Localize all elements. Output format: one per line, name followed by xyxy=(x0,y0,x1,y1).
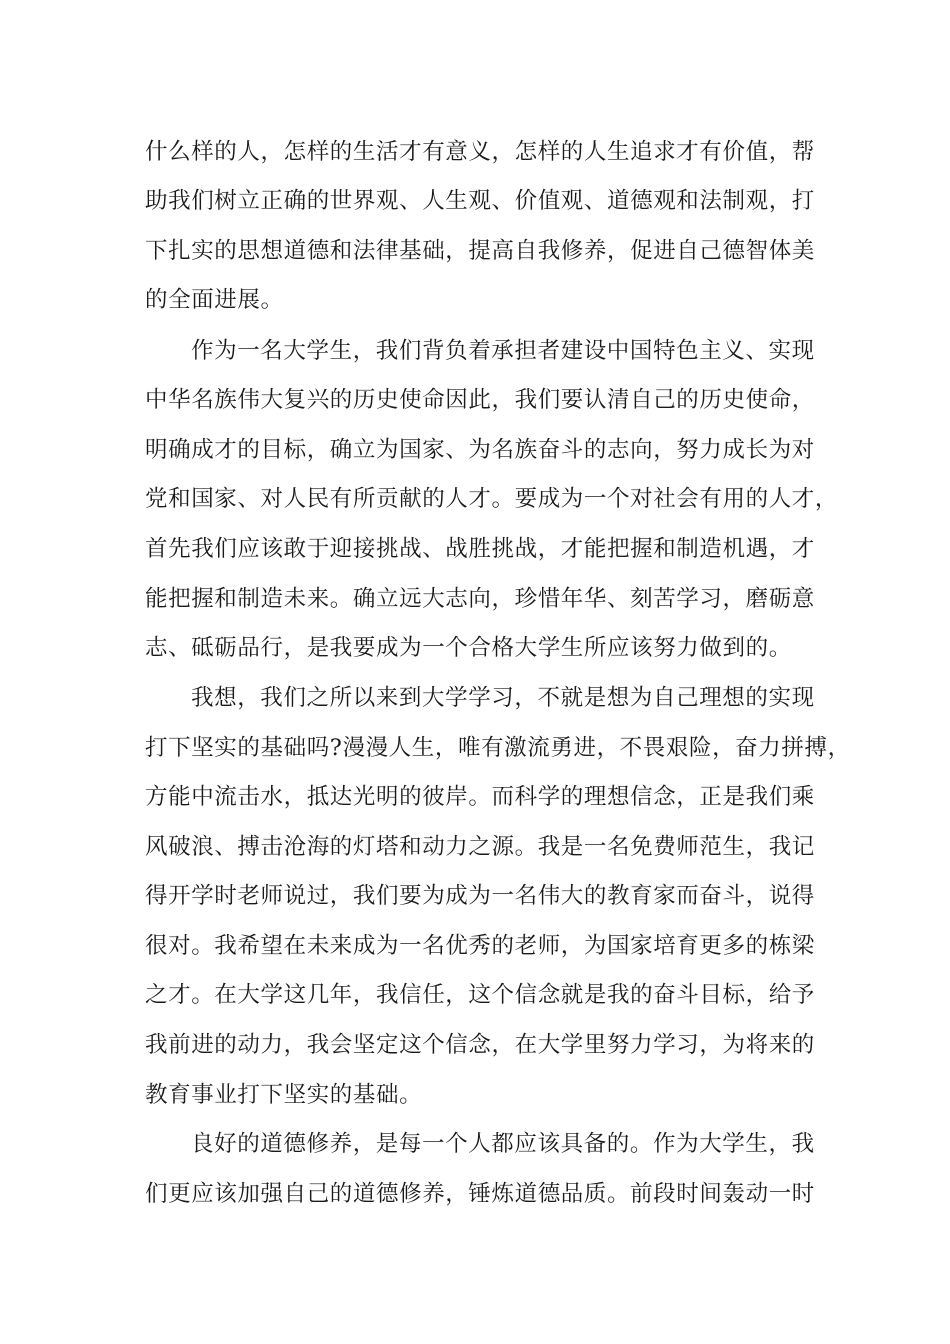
text-line: 作为一名大学生，我们背负着承担者建设中国特色主义、实现 xyxy=(191,338,815,364)
text-line: 志、砥砺品行，是我要成为一个合格大学生所应该努力做到的。 xyxy=(145,635,792,661)
text-line: 什么样的人，怎样的生活才有意义，怎样的人生追求才有价值，帮 xyxy=(145,139,815,165)
text-line: 们更应该加强自己的道德修养，锤炼道德品质。前段时间轰动一时 xyxy=(145,1181,815,1207)
text-line: 能把握和制造未来。确立远大志向，珍惜年华、刻苦学习，磨砺意 xyxy=(145,586,815,612)
text-line: 党和国家、对人民有所贡献的人才。要成为一个对社会有用的人才， xyxy=(145,486,839,512)
text-line: 风破浪、搏击沧海的灯塔和动力之源。我是一名免费师范生，我记 xyxy=(145,834,815,860)
text-line: 打下坚实的基础吗?漫漫人生，唯有激流勇进，不畏艰险，奋力拼搏， xyxy=(145,735,851,761)
text-line: 教育事业打下坚实的基础。 xyxy=(145,1082,423,1108)
text-line: 首先我们应该敢于迎接挑战、战胜挑战，才能把握和制造机遇，才 xyxy=(145,536,815,562)
text-line: 明确成才的目标，确立为国家、为名族奋斗的志向，努力成长为对 xyxy=(145,437,815,463)
text-line: 得开学时老师说过，我们要为成为一名伟大的教育家而奋斗，说得 xyxy=(145,883,815,909)
text-line: 我想，我们之所以来到大学学习，不就是想为自己理想的实现 xyxy=(191,685,815,711)
text-line: 我前进的动力，我会坚定这个信念，在大学里努力学习，为将来的 xyxy=(145,1032,815,1058)
text-line: 助我们树立正确的世界观、人生观、价值观、道德观和法制观，打 xyxy=(145,188,815,214)
text-line: 良好的道德修养，是每一个人都应该具备的。作为大学生，我 xyxy=(191,1131,815,1157)
text-line: 方能中流击水，抵达光明的彼岸。而科学的理想信念，正是我们乘 xyxy=(145,784,815,810)
text-line: 的全面进展。 xyxy=(145,287,284,313)
text-line: 很对。我希望在未来成为一名优秀的老师，为国家培育更多的栋梁 xyxy=(145,933,815,959)
text-line: 之才。在大学这几年，我信任，这个信念就是我的奋斗目标，给予 xyxy=(145,982,815,1008)
text-line: 下扎实的思想道德和法律基础，提高自我修养，促进自己德智体美 xyxy=(145,238,815,264)
text-line: 中华名族伟大复兴的历史使命因此，我们要认清自己的历史使命， xyxy=(145,387,815,413)
